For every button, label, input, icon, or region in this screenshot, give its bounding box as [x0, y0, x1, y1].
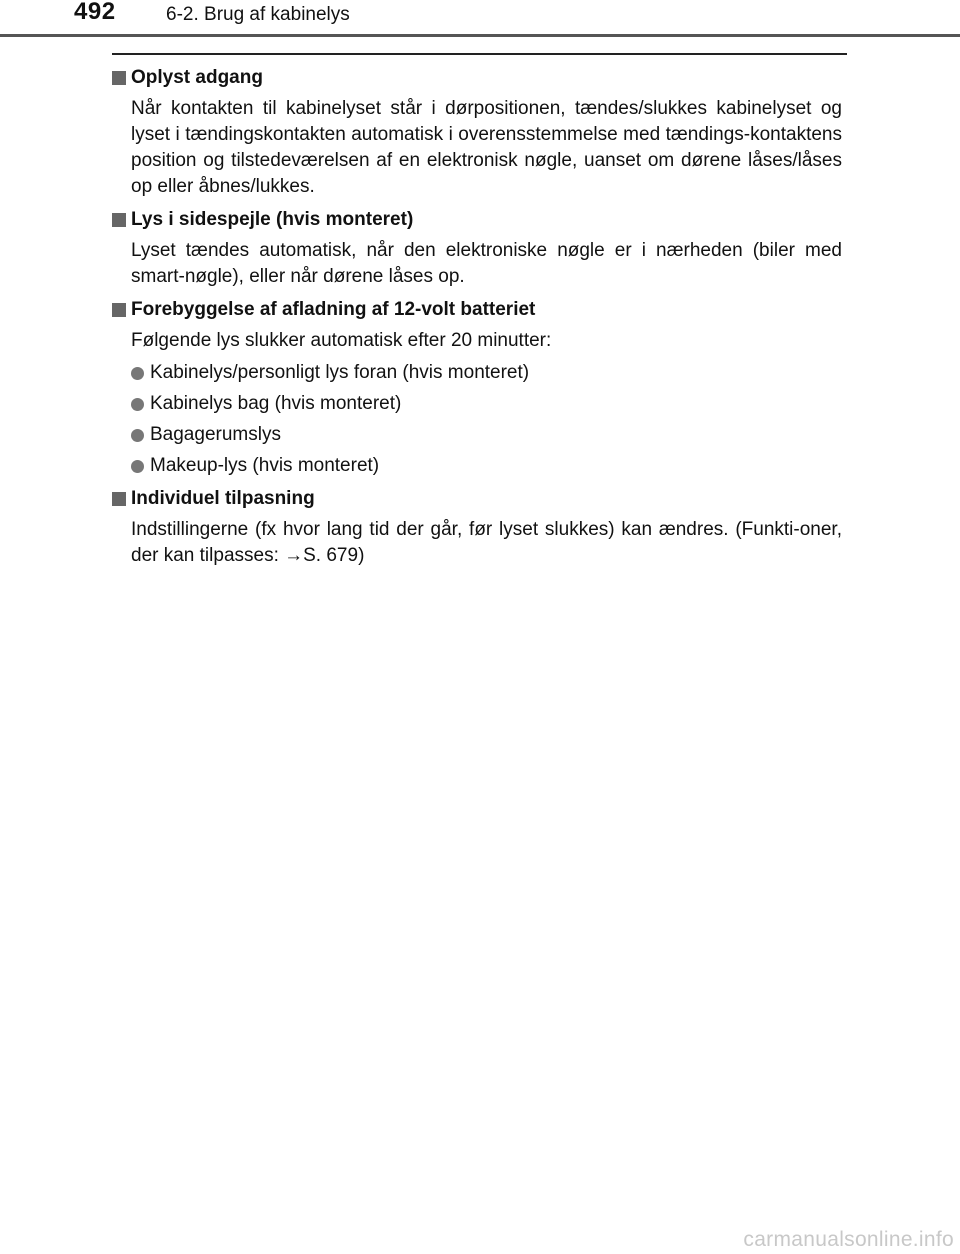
section-heading-oplyst-adgang: [112, 64, 842, 92]
list-item: [131, 360, 842, 386]
header-rule: [0, 34, 960, 37]
section-paragraph: Når kontakten til kabinelyset står i dørpositionen, tændes/slukkes kabinelyset og lyset i tændingskontakten automatisk i overensstemmelse med tændings-kontaktens position og tilstedeværelsen af en elektronisk nøgle, uanset om dørene låses/låses op eller åbnes/lukkes.: [131, 98, 842, 197]
section-heading-individuel-tilpasning: [112, 485, 842, 513]
watermark: carmanualsonline.info: [743, 1228, 954, 1251]
section-heading-text: Lys i sidespejle (hvis monteret): [131, 209, 414, 230]
square-bullet-icon: [112, 213, 126, 227]
round-bullet-icon: [131, 460, 144, 473]
section-paragraph: Indstillingerne (fx hvor lang tid der går, før lyset slukkes) kan ændres. (Funkti-oner, der kan tilpasses: →S. 679): [131, 519, 842, 566]
list-item: [131, 453, 842, 479]
list-item-text: Kabinelys/personligt lys foran (hvis monteret): [150, 362, 530, 383]
section-heading-forebyggelse: [112, 296, 842, 324]
square-bullet-icon: [112, 492, 126, 506]
content-rule: [112, 53, 847, 55]
list-item-text: Kabinelys bag (hvis monteret): [150, 393, 402, 414]
section-heading-text: Individuel tilpasning: [131, 488, 315, 509]
round-bullet-icon: [131, 429, 144, 442]
section-heading-text: Forebyggelse af afladning af 12-volt batteriet: [131, 299, 536, 320]
list-item-text: Bagagerumslys: [150, 424, 281, 445]
section-heading-text: Oplyst adgang: [131, 67, 263, 88]
section-heading-sidespejle: [112, 206, 842, 234]
page-number: 492: [74, 0, 116, 25]
square-bullet-icon: [112, 303, 126, 317]
section-title: 6-2. Brug af kabinelys: [166, 4, 350, 25]
section-paragraph: Lyset tændes automatisk, når den elektroniske nøgle er i nærheden (biler med smart-nøgle), eller når dørene låses op.: [131, 240, 842, 287]
square-bullet-icon: [112, 71, 126, 85]
list-item: [131, 422, 842, 448]
list-item: [131, 391, 842, 417]
list-item-text: Makeup-lys (hvis monteret): [150, 455, 380, 476]
round-bullet-icon: [131, 367, 144, 380]
round-bullet-icon: [131, 398, 144, 411]
content-area: [112, 62, 842, 575]
section-paragraph: Følgende lys slukker automatisk efter 20 minutter:: [131, 330, 552, 351]
